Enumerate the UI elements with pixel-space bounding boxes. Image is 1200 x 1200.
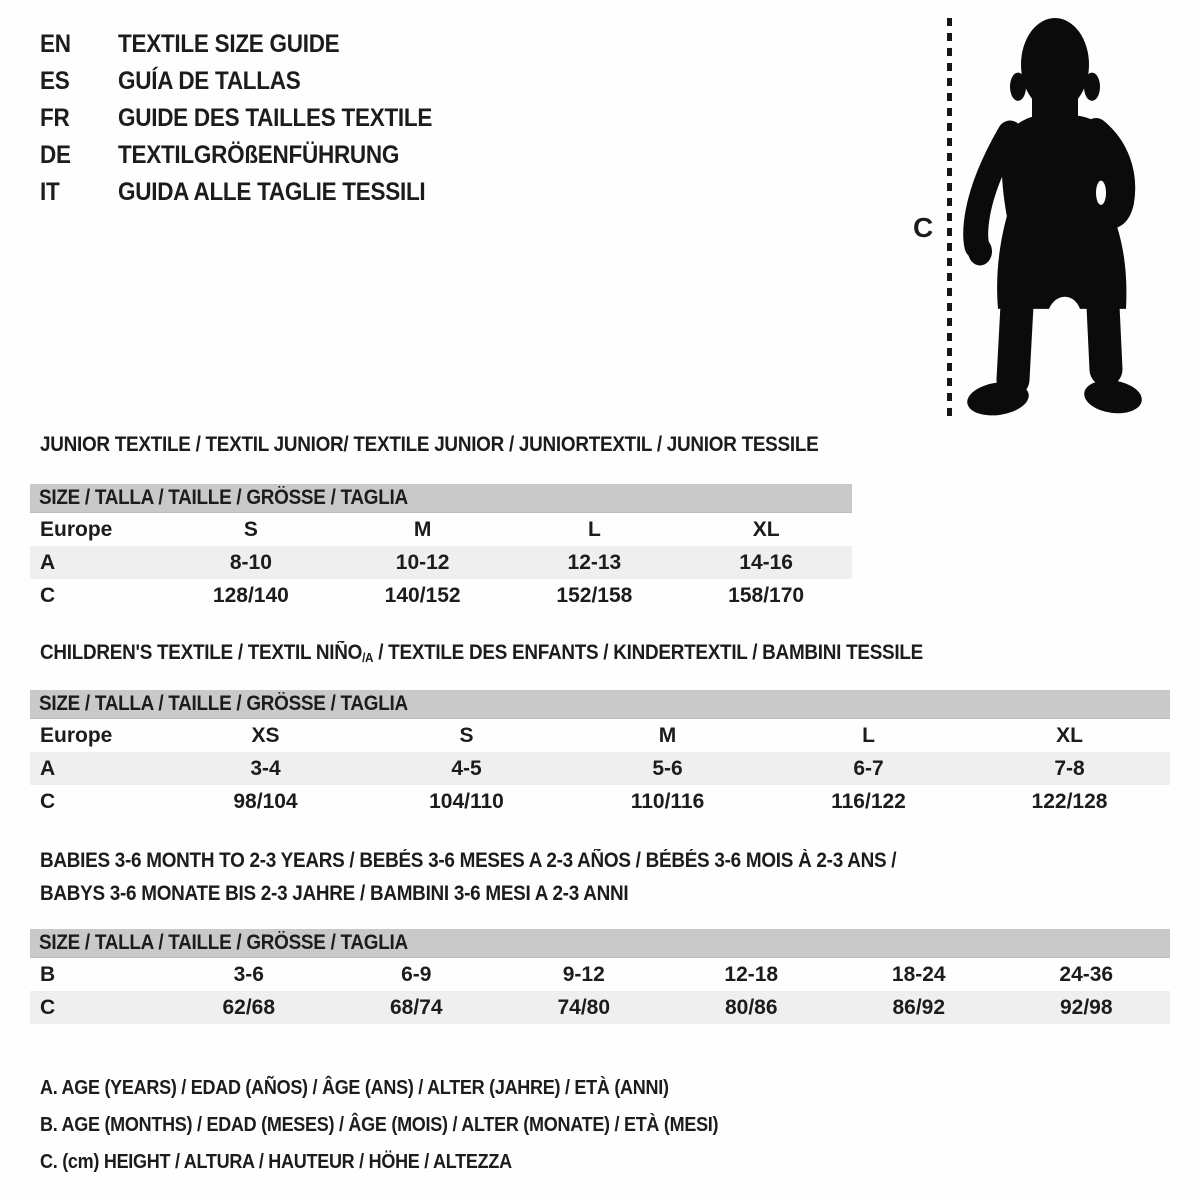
size-cell: 5-6 — [652, 756, 683, 780]
size-cell: 12-18 — [724, 962, 779, 986]
children-size-table — [30, 719, 1170, 818]
size-cell: M — [413, 517, 432, 541]
language-code: DE — [40, 141, 71, 169]
junior-table-title: JUNIOR TEXTILE / TEXTIL JUNIOR/ TEXTILE JUNIOR / JUNIORTEXTIL / JUNIOR TESSILE — [40, 433, 819, 456]
row-label: A — [40, 756, 56, 780]
size-cell: 104/110 — [429, 789, 504, 813]
size-cell: 6-9 — [401, 962, 432, 986]
nino-a-subscript: /A — [362, 650, 374, 665]
guide-title: GUÍA DE TALLAS — [118, 67, 301, 95]
size-cell: XL — [752, 517, 780, 541]
row-label: B — [40, 962, 56, 986]
table-row — [30, 546, 852, 579]
height-measure-dashed-line — [947, 18, 952, 416]
row-label: Europe — [40, 723, 113, 747]
size-cell: L — [862, 723, 875, 747]
language-code: EN — [40, 30, 71, 58]
language-code: FR — [40, 104, 70, 132]
size-cell: 3-4 — [250, 756, 281, 780]
junior-size-table — [30, 513, 852, 612]
size-cell: 8-10 — [229, 550, 272, 574]
children-table-title: CHILDREN'S TEXTILE / TEXTIL NIÑO/A / TEXTILE DES ENFANTS / KINDERTEXTIL / BAMBINI TESSILE — [40, 641, 923, 665]
guide-title: GUIDA ALLE TAGLIE TESSILI — [118, 178, 426, 206]
babies-size-table — [30, 958, 1170, 1024]
size-cell: 80/86 — [724, 995, 778, 1019]
legend-line-c: C. (cm) HEIGHT / ALTURA / HAUTEUR / HÖHE / ALTEZZA — [40, 1151, 512, 1173]
size-header-label: SIZE / TALLA / TAILLE / GRÖSSE / TAGLIA — [39, 692, 408, 715]
size-cell: XS — [251, 723, 280, 747]
language-code: IT — [40, 178, 60, 206]
size-cell: 98/104 — [233, 789, 298, 813]
row-label: C — [40, 789, 56, 813]
language-row — [40, 174, 467, 211]
size-cell: 9-12 — [562, 962, 605, 986]
language-code: ES — [40, 67, 70, 95]
size-cell: 3-6 — [233, 962, 264, 986]
size-cell: 74/80 — [557, 995, 611, 1019]
language-row — [40, 137, 467, 174]
size-cell: S — [459, 723, 474, 747]
table-row — [30, 958, 1170, 991]
size-header-bar — [30, 690, 1170, 719]
size-cell: 92/98 — [1059, 995, 1113, 1019]
toddler-silhouette-icon — [962, 14, 1142, 418]
row-label: Europe — [40, 517, 113, 541]
size-cell: 4-5 — [451, 756, 482, 780]
legend-line-b: B. AGE (MONTHS) / EDAD (MESES) / ÂGE (MOIS) / ALTER (MONATE) / ETÀ (MESI) — [40, 1114, 719, 1136]
size-cell: 116/122 — [831, 789, 906, 813]
guide-title: TEXTILE SIZE GUIDE — [118, 30, 340, 58]
size-header-label: SIZE / TALLA / TAILLE / GRÖSSE / TAGLIA — [39, 486, 408, 509]
language-row — [40, 26, 467, 63]
size-cell: 152/158 — [556, 583, 633, 607]
size-header-label: SIZE / TALLA / TAILLE / GRÖSSE / TAGLIA — [39, 931, 408, 954]
table-row — [30, 579, 852, 612]
size-cell: 62/68 — [222, 995, 276, 1019]
size-cell: 122/128 — [1031, 789, 1108, 813]
row-label: C — [40, 995, 56, 1019]
size-cell: 68/74 — [389, 995, 443, 1019]
measure-label-c: C — [913, 212, 934, 243]
size-cell: 7-8 — [1054, 756, 1085, 780]
table-row — [30, 991, 1170, 1024]
language-row — [40, 63, 467, 100]
size-cell: L — [587, 517, 601, 541]
size-cell: 18-24 — [891, 962, 946, 986]
babies-table-title-line2: BABYS 3-6 MONATE BIS 2-3 JAHRE / BAMBINI 3-6 MESI A 2-3 ANNI — [40, 882, 629, 905]
size-cell: 86/92 — [892, 995, 946, 1019]
table-row — [30, 752, 1170, 785]
size-cell: 140/152 — [384, 583, 461, 607]
legend-line-a: A. AGE (YEARS) / EDAD (AÑOS) / ÂGE (ANS) / ALTER (JAHRE) / ETÀ (ANNI) — [40, 1077, 669, 1099]
row-label: C — [40, 583, 56, 607]
size-cell: 14-16 — [739, 550, 793, 574]
measure-legend — [40, 1070, 794, 1181]
size-cell: 110/116 — [630, 789, 705, 813]
row-label: A — [40, 550, 56, 574]
size-cell: XL — [1056, 723, 1083, 747]
size-cell: 12-13 — [567, 550, 622, 574]
language-title-list — [40, 26, 467, 211]
table-row — [30, 785, 1170, 818]
guide-title: TEXTILGRÖßENFÜHRUNG — [118, 141, 400, 169]
size-cell: 6-7 — [853, 756, 884, 780]
table-row — [30, 719, 1170, 752]
babies-table-title-line1: BABIES 3-6 MONTH TO 2-3 YEARS / BEBÉS 3-6 MESES A 2-3 AÑOS / BÉBÉS 3-6 MOIS À 2-3 ANS / — [40, 849, 897, 872]
table-row — [30, 513, 852, 546]
size-cell: M — [658, 723, 677, 747]
size-cell: 128/140 — [212, 583, 289, 607]
size-cell: 10-12 — [395, 550, 450, 574]
size-header-bar — [30, 929, 1170, 958]
size-cell: 158/170 — [728, 583, 805, 607]
language-row — [40, 100, 467, 137]
size-cell: S — [243, 517, 258, 541]
size-cell: 24-36 — [1059, 962, 1114, 986]
size-header-bar — [30, 484, 852, 513]
guide-title: GUIDE DES TAILLES TEXTILE — [118, 104, 433, 132]
